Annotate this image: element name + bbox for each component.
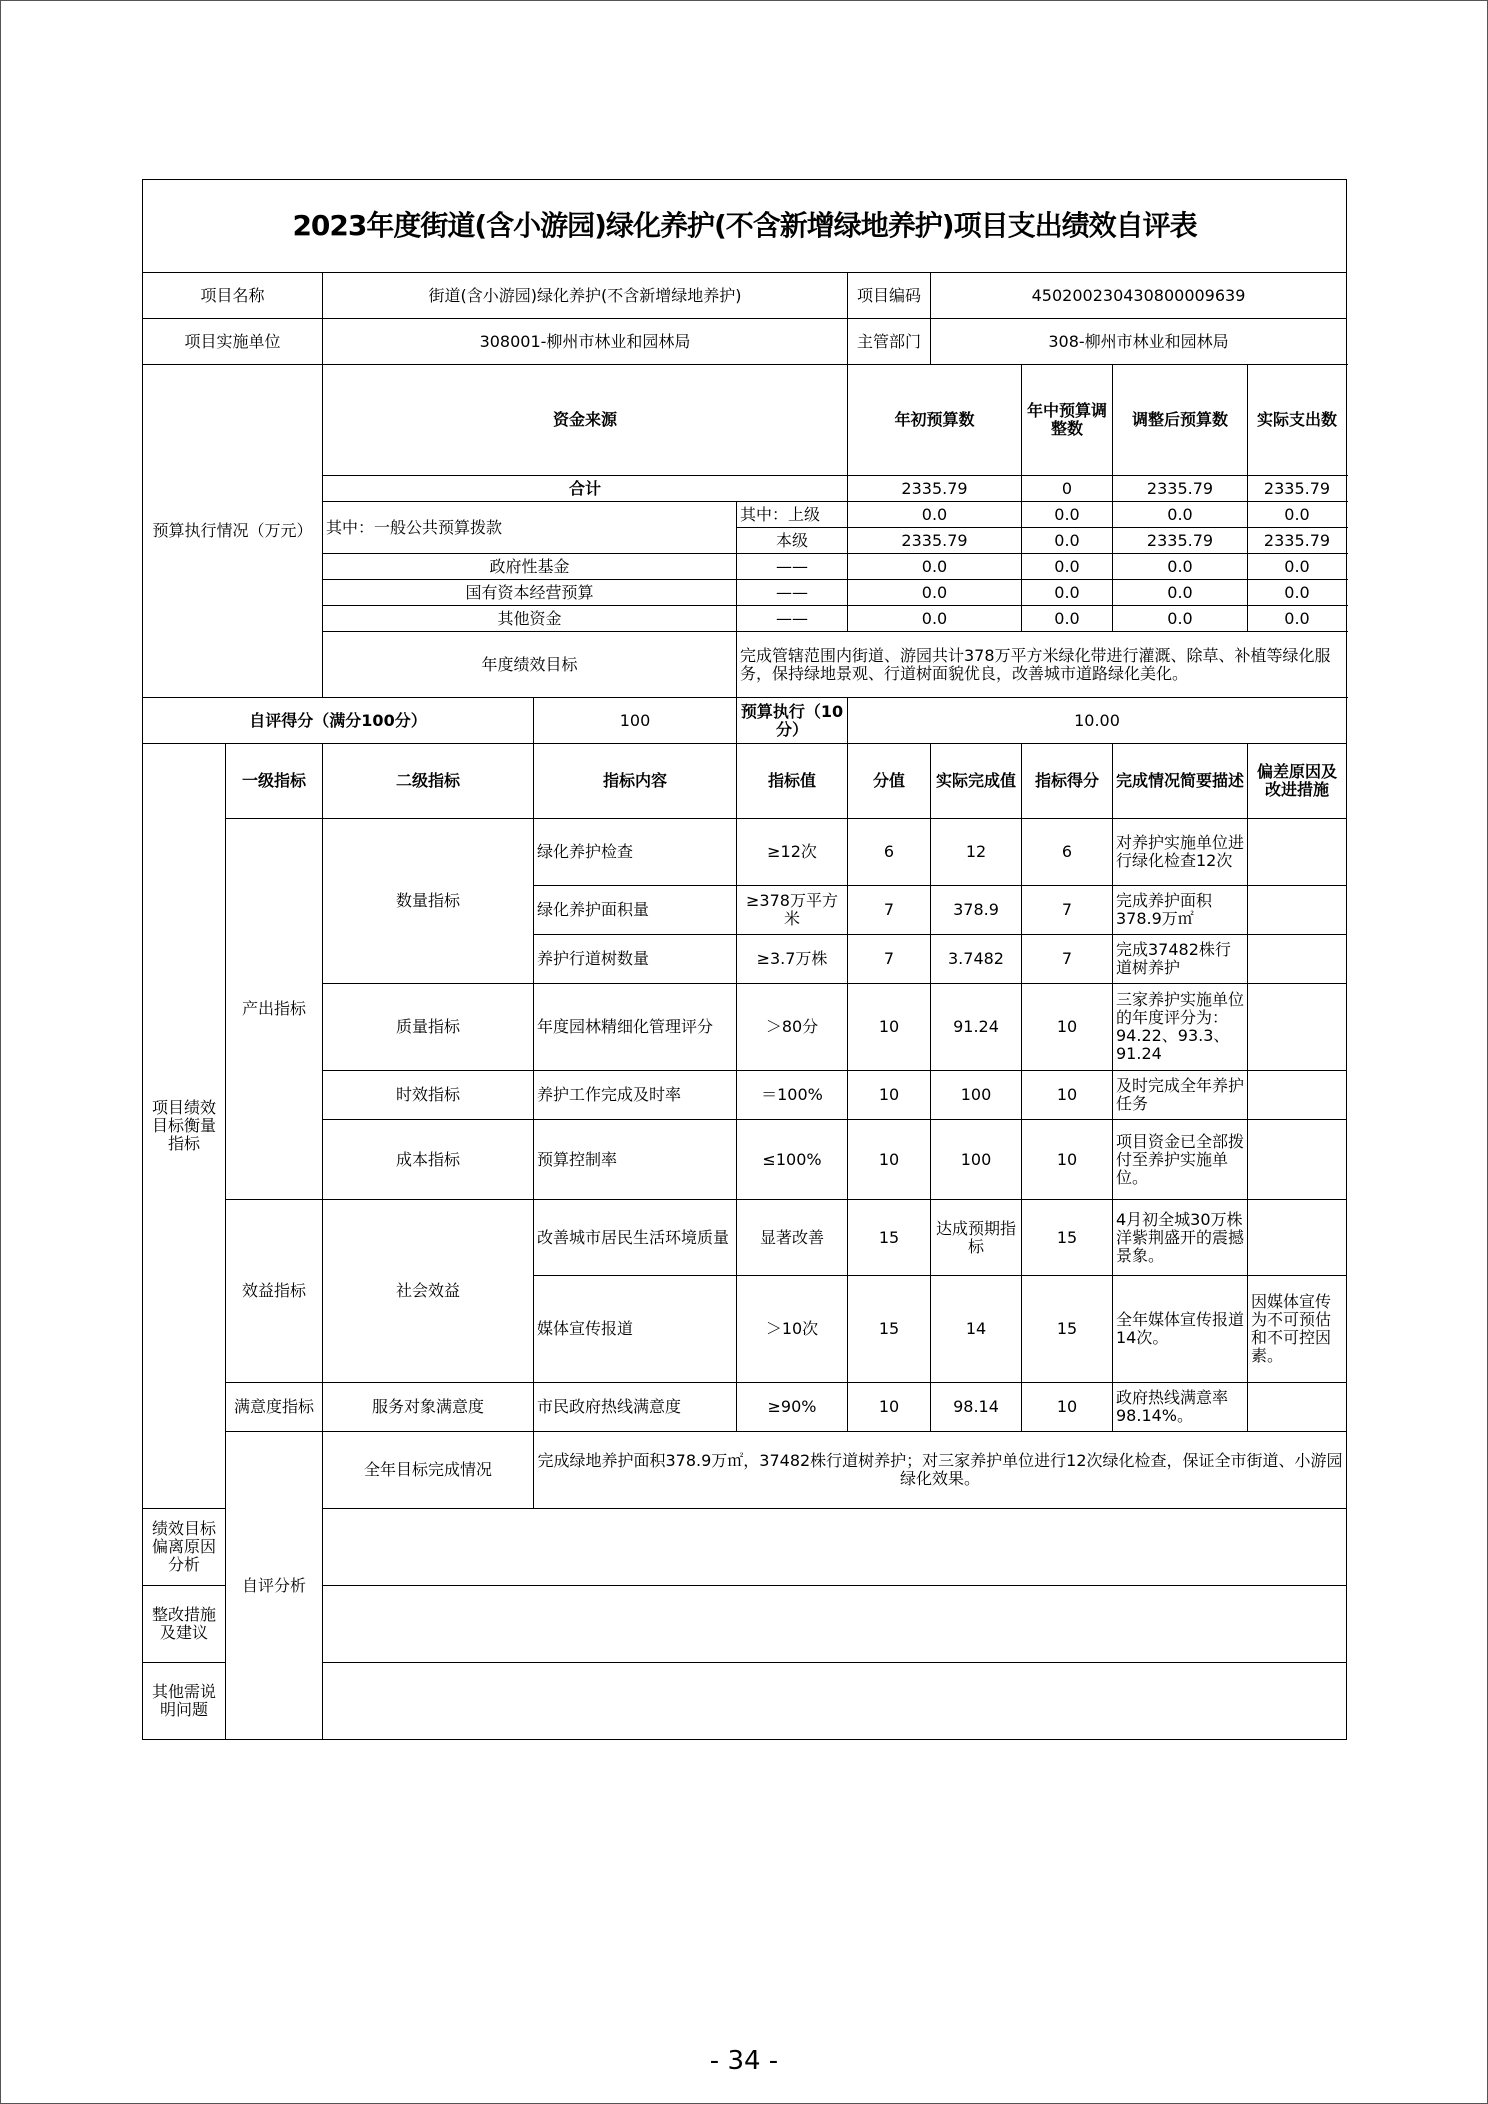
indicator-weight: 10 <box>848 984 931 1071</box>
indicator-content: 绿化养护面积量 <box>534 886 737 935</box>
indicator-content: 绿化养护检查 <box>534 819 737 886</box>
table-row <box>143 1120 1347 1200</box>
indicator-header-target: 指标值 <box>737 744 848 819</box>
budget-other-adjusted: 0.0 <box>1113 606 1248 632</box>
indicator-weight: 7 <box>848 935 931 984</box>
satisfaction-indicator-label: 满意度指标 <box>226 1383 323 1432</box>
performance-evaluation-table <box>142 179 1347 1740</box>
indicator-header-reason: 偏差原因及改进措施 <box>1248 744 1347 819</box>
indicator-score: 7 <box>1022 935 1113 984</box>
project-unit-label: 项目实施单位 <box>143 319 323 365</box>
page-title: 2023年度街道(含小游园)绿化养护(不含新增绿地养护)项目支出绩效自评表 <box>143 180 1347 273</box>
budget-statecap-initial: 0.0 <box>848 580 1022 606</box>
budget-total-adjusted: 2335.79 <box>1113 476 1248 502</box>
indicator-score: 15 <box>1022 1276 1113 1383</box>
budget-general-label: 其中：一般公共预算拨款 <box>323 502 737 554</box>
budget-govfund-adjust: 0.0 <box>1022 554 1113 580</box>
indicator-actual: 378.9 <box>931 886 1022 935</box>
indicator-score: 15 <box>1022 1200 1113 1276</box>
indicator-content: 养护工作完成及时率 <box>534 1071 737 1120</box>
indicator-reason <box>1248 935 1347 984</box>
indicator-target: ＞80分 <box>737 984 848 1071</box>
service-satisfaction-label: 服务对象满意度 <box>323 1383 534 1432</box>
budget-local-adjust: 0.0 <box>1022 528 1113 554</box>
budget-exec-score-value: 10.00 <box>848 698 1347 744</box>
deviation-text <box>323 1509 1347 1586</box>
budget-local-label: 本级 <box>737 528 848 554</box>
indicator-desc: 项目资金已全部拨付至养护实施单位。 <box>1113 1120 1248 1200</box>
budget-header-source: 资金来源 <box>323 365 848 476</box>
budget-total-actual: 2335.79 <box>1248 476 1347 502</box>
budget-govfund-adjusted: 0.0 <box>1113 554 1248 580</box>
indicator-content: 养护行道树数量 <box>534 935 737 984</box>
project-dept-label: 主管部门 <box>848 319 931 365</box>
indicator-desc: 4月初全城30万株洋紫荆盛开的震撼景象。 <box>1113 1200 1248 1276</box>
indicator-score: 7 <box>1022 886 1113 935</box>
indicator-reason <box>1248 984 1347 1071</box>
indicator-score: 6 <box>1022 819 1113 886</box>
indicator-content: 预算控制率 <box>534 1120 737 1200</box>
project-unit-value: 308001-柳州市林业和园林局 <box>323 319 848 365</box>
indicator-reason <box>1248 1383 1347 1432</box>
indicator-actual: 98.14 <box>931 1383 1022 1432</box>
budget-header-initial: 年初预算数 <box>848 365 1022 476</box>
budget-other-actual: 0.0 <box>1248 606 1347 632</box>
cost-indicator-label: 成本指标 <box>323 1120 534 1200</box>
self-eval-label: 自评分析 <box>226 1432 323 1740</box>
indicator-desc: 政府热线满意率98.14%。 <box>1113 1383 1248 1432</box>
table-row <box>143 1383 1347 1432</box>
goal-text: 完成管辖范围内街道、游园共计378万平方米绿化带进行灌溉、除草、补植等绿化服务，保持绿地景观、行道树面貌优良，改善城市道路绿化美化。 <box>737 632 1347 698</box>
table-row <box>143 1200 1347 1276</box>
table-row <box>143 819 1347 886</box>
budget-local-actual: 2335.79 <box>1248 528 1347 554</box>
indicator-score: 10 <box>1022 1071 1113 1120</box>
budget-upper-label: 其中：上级 <box>737 502 848 528</box>
self-score-value: 100 <box>534 698 737 744</box>
indicator-weight: 10 <box>848 1120 931 1200</box>
indicator-weight: 10 <box>848 1071 931 1120</box>
self-score-label: 自评得分（满分100分） <box>143 698 534 744</box>
indicator-target: ≥378万平方米 <box>737 886 848 935</box>
output-indicator-label: 产出指标 <box>226 819 323 1200</box>
budget-other-label: 其他资金 <box>323 606 737 632</box>
budget-local-initial: 2335.79 <box>848 528 1022 554</box>
budget-section-label: 预算执行情况（万元） <box>143 365 323 698</box>
social-benefit-label: 社会效益 <box>323 1200 534 1383</box>
budget-header-actual: 实际支出数 <box>1248 365 1347 476</box>
indicator-target: ≥3.7万株 <box>737 935 848 984</box>
indicator-score: 10 <box>1022 984 1113 1071</box>
budget-header-adjusted: 调整后预算数 <box>1113 365 1248 476</box>
indicator-header-weight: 分值 <box>848 744 931 819</box>
budget-upper-initial: 0.0 <box>848 502 1022 528</box>
indicator-actual: 100 <box>931 1120 1022 1200</box>
completion-label: 全年目标完成情况 <box>323 1432 534 1509</box>
indicator-desc: 三家养护实施单位的年度评分为：94.22、93.3、91.24 <box>1113 984 1248 1071</box>
indicator-desc: 对养护实施单位进行绿化检查12次 <box>1113 819 1248 886</box>
budget-statecap-adjusted: 0.0 <box>1113 580 1248 606</box>
budget-upper-adjust: 0.0 <box>1022 502 1113 528</box>
budget-statecap-adjust: 0.0 <box>1022 580 1113 606</box>
table-row <box>143 1071 1347 1120</box>
benefit-indicator-label: 效益指标 <box>226 1200 323 1383</box>
project-dept-value: 308-柳州市林业和园林局 <box>931 319 1347 365</box>
indicator-header-level1: 一级指标 <box>226 744 323 819</box>
indicator-actual: 91.24 <box>931 984 1022 1071</box>
indicator-header-score: 指标得分 <box>1022 744 1113 819</box>
budget-other-dash: —— <box>737 606 848 632</box>
indicator-reason <box>1248 1120 1347 1200</box>
indicator-target: ＞10次 <box>737 1276 848 1383</box>
project-code-value: 450200230430800009639 <box>931 273 1347 319</box>
budget-local-adjusted: 2335.79 <box>1113 528 1248 554</box>
budget-exec-score-label: 预算执行（10分） <box>737 698 848 744</box>
indicator-target: ≥90% <box>737 1383 848 1432</box>
indicator-target: ≤100% <box>737 1120 848 1200</box>
budget-upper-actual: 0.0 <box>1248 502 1347 528</box>
timeliness-indicator-label: 时效指标 <box>323 1071 534 1120</box>
indicator-actual: 14 <box>931 1276 1022 1383</box>
indicator-header-level2: 二级指标 <box>323 744 534 819</box>
budget-other-adjust: 0.0 <box>1022 606 1113 632</box>
indicator-content: 改善城市居民生活环境质量 <box>534 1200 737 1276</box>
budget-statecap-label: 国有资本经营预算 <box>323 580 737 606</box>
indicator-actual: 达成预期指标 <box>931 1200 1022 1276</box>
indicator-content: 媒体宣传报道 <box>534 1276 737 1383</box>
indicator-header-desc: 完成情况简要描述 <box>1113 744 1248 819</box>
indicator-actual: 100 <box>931 1071 1022 1120</box>
measures-text <box>323 1586 1347 1663</box>
indicator-score: 10 <box>1022 1383 1113 1432</box>
other-issues-text <box>323 1663 1347 1740</box>
indicator-content: 年度园林精细化管理评分 <box>534 984 737 1071</box>
table-row <box>143 984 1347 1071</box>
indicator-actual: 3.7482 <box>931 935 1022 984</box>
measures-label: 整改措施及建议 <box>143 1586 226 1663</box>
indicator-weight: 6 <box>848 819 931 886</box>
budget-govfund-initial: 0.0 <box>848 554 1022 580</box>
budget-govfund-dash: —— <box>737 554 848 580</box>
indicator-weight: 10 <box>848 1383 931 1432</box>
indicator-content: 市民政府热线满意度 <box>534 1383 737 1432</box>
indicator-target: ＝100% <box>737 1071 848 1120</box>
indicator-score: 10 <box>1022 1120 1113 1200</box>
indicator-desc: 完成养护面积378.9万㎡ <box>1113 886 1248 935</box>
indicator-reason <box>1248 819 1347 886</box>
quality-indicator-label: 质量指标 <box>323 984 534 1071</box>
indicator-section-label: 项目绩效目标衡量指标 <box>143 744 226 1509</box>
budget-total-initial: 2335.79 <box>848 476 1022 502</box>
indicator-header-actual: 实际完成值 <box>931 744 1022 819</box>
indicator-target: ≥12次 <box>737 819 848 886</box>
indicator-target: 显著改善 <box>737 1200 848 1276</box>
indicator-desc: 及时完成全年养护任务 <box>1113 1071 1248 1120</box>
completion-text: 完成绿地养护面积378.9万㎡，37482株行道树养护；对三家养护单位进行12次绿化检查，保证全市街道、小游园绿化效果。 <box>534 1432 1347 1509</box>
project-name-value: 街道(含小游园)绿化养护(不含新增绿地养护) <box>323 273 848 319</box>
budget-upper-adjusted: 0.0 <box>1113 502 1248 528</box>
budget-total-adjust: 0 <box>1022 476 1113 502</box>
indicator-weight: 7 <box>848 886 931 935</box>
quantity-indicator-label: 数量指标 <box>323 819 534 984</box>
indicator-reason <box>1248 1071 1347 1120</box>
budget-govfund-label: 政府性基金 <box>323 554 737 580</box>
indicator-header-content: 指标内容 <box>534 744 737 819</box>
project-code-label: 项目编码 <box>848 273 931 319</box>
deviation-label: 绩效目标偏离原因分析 <box>143 1509 226 1586</box>
indicator-reason <box>1248 1200 1347 1276</box>
page-number: - 34 - <box>709 2046 779 2076</box>
indicator-reason <box>1248 886 1347 935</box>
goal-label: 年度绩效目标 <box>323 632 737 698</box>
project-name-label: 项目名称 <box>143 273 323 319</box>
indicator-desc: 全年媒体宣传报道14次。 <box>1113 1276 1248 1383</box>
indicator-weight: 15 <box>848 1276 931 1383</box>
other-issues-label: 其他需说明问题 <box>143 1663 226 1740</box>
budget-total-label: 合计 <box>323 476 848 502</box>
indicator-desc: 完成37482株行道树养护 <box>1113 935 1248 984</box>
budget-statecap-actual: 0.0 <box>1248 580 1347 606</box>
budget-govfund-actual: 0.0 <box>1248 554 1347 580</box>
indicator-actual: 12 <box>931 819 1022 886</box>
budget-statecap-dash: —— <box>737 580 848 606</box>
indicator-weight: 15 <box>848 1200 931 1276</box>
budget-other-initial: 0.0 <box>848 606 1022 632</box>
indicator-reason: 因媒体宣传为不可预估和不可控因素。 <box>1248 1276 1347 1383</box>
budget-header-adjust: 年中预算调整数 <box>1022 365 1113 476</box>
